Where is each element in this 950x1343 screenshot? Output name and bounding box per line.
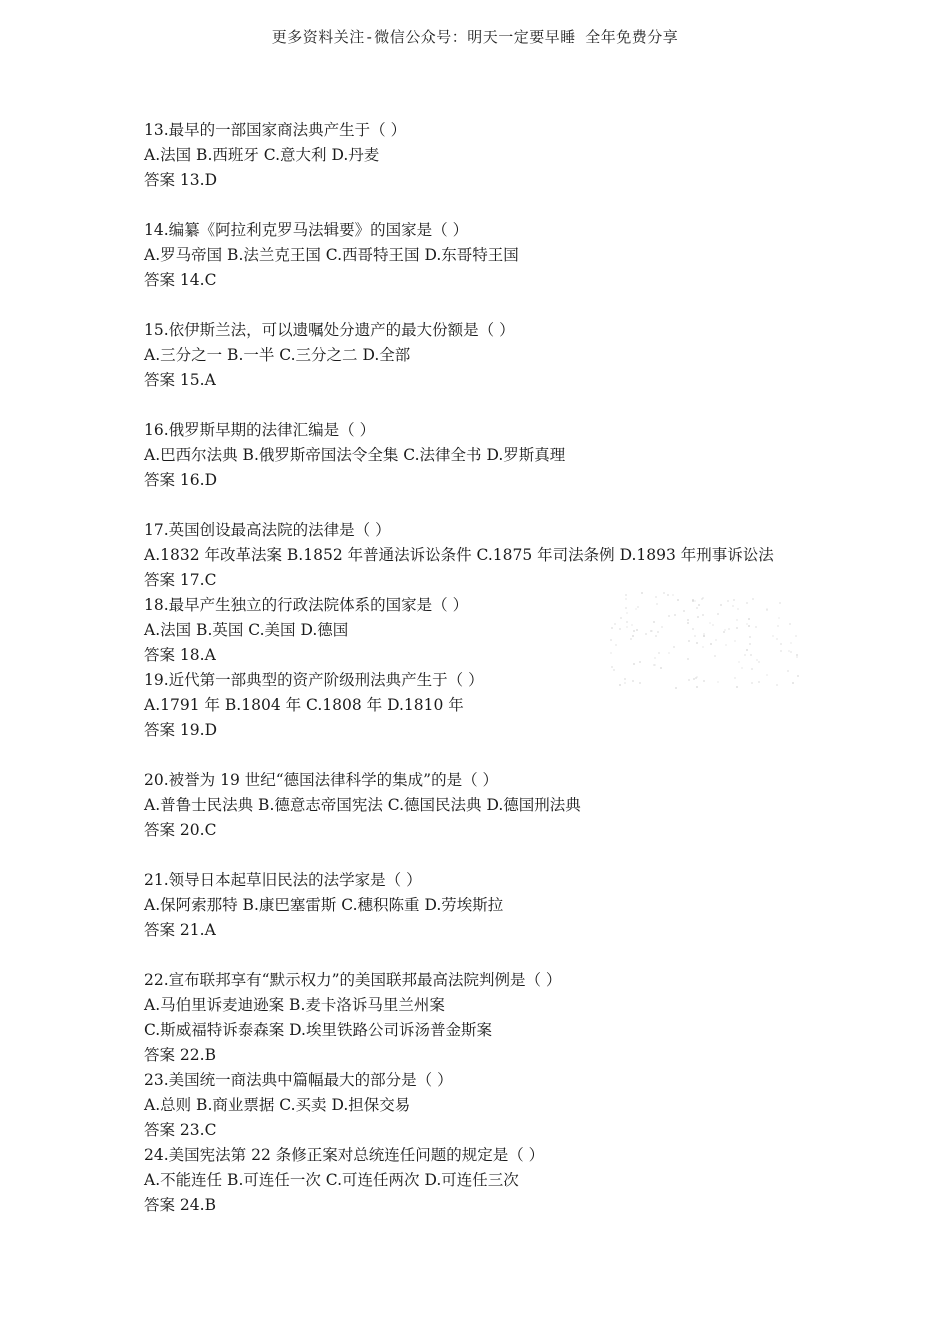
- answer-text: 答案 16.D: [144, 471, 218, 489]
- question-options: A.保阿索那特 B.康巴塞雷斯 C.穗积陈重 D.劳埃斯拉: [144, 896, 504, 914]
- question-text: 20.被誉为 19 世纪“德国法律科学的集成”的是（ ）: [144, 771, 499, 789]
- question-block: [144, 318, 844, 393]
- question-block: [144, 968, 844, 1068]
- answer-text: 答案 17.C: [144, 571, 217, 589]
- question-text: 13.最早的一部国家商法典产生于（ ）: [144, 121, 407, 139]
- answer-text: 答案 13.D: [144, 171, 218, 189]
- question-text: 24.美国宪法第 22 条修正案对总统连任问题的规定是（ ）: [144, 1146, 545, 1164]
- question-text: 18.最早产生独立的行政法院体系的国家是（ ）: [144, 596, 469, 614]
- question-options: A.罗马帝国 B.法兰克王国 C.西哥特王国 D.东哥特王国: [144, 246, 519, 264]
- question-block: [144, 218, 844, 293]
- question-options: A.不能连任 B.可连任一次 C.可连任两次 D.可连任三次: [144, 1171, 519, 1189]
- question-text: 15.依伊斯兰法，可以遗嘱处分遗产的最大份额是（ ）: [144, 321, 515, 339]
- question-spacer: [144, 943, 844, 968]
- answer-text: 答案 19.D: [144, 721, 218, 739]
- question-text: 22.宣布联邦享有“默示权力”的美国联邦最高法院判例是（ ）: [144, 971, 562, 989]
- question-block: [144, 668, 844, 743]
- question-options: A.马伯里诉麦迪逊案 B.麦卡洛诉马里兰州案: [144, 996, 445, 1014]
- question-spacer: [144, 393, 844, 418]
- question-options: A.巴西尔法典 B.俄罗斯帝国法令全集 C.法律全书 D.罗斯真理: [144, 446, 566, 464]
- answer-text: 答案 15.A: [144, 371, 216, 389]
- answer-text: 答案 14.C: [144, 271, 217, 289]
- answer-text: 答案 23.C: [144, 1121, 217, 1139]
- question-block: [144, 593, 844, 668]
- question-text: 17.英国创设最高法院的法律是（ ）: [144, 521, 391, 539]
- question-options: A.普鲁士民法典 B.德意志帝国宪法 C.德国民法典 D.德国刑法典: [144, 796, 581, 814]
- question-block: [144, 1068, 844, 1143]
- question-block: [144, 418, 844, 493]
- question-block: [144, 118, 844, 193]
- answer-text: 答案 20.C: [144, 821, 217, 839]
- question-options: A.法国 B.英国 C.美国 D.德国: [144, 621, 349, 639]
- question-options: A.总则 B.商业票据 C.买卖 D.担保交易: [144, 1096, 411, 1114]
- answer-text: 答案 24.B: [144, 1196, 216, 1214]
- question-options: A.1791 年 B.1804 年 C.1808 年 D.1810 年: [144, 696, 464, 714]
- question-block: [144, 868, 844, 943]
- question-text: 16.俄罗斯早期的法律汇编是（ ）: [144, 421, 376, 439]
- page-header: 更多资料关注-微信公众号：明天一定要早睡 全年免费分享: [271, 28, 679, 46]
- question-block: [144, 518, 844, 593]
- question-text: 23.美国统一商法典中篇幅最大的部分是（ ）: [144, 1071, 453, 1089]
- question-text: 21.领导日本起草旧民法的法学家是（ ）: [144, 871, 422, 889]
- question-block: [144, 1143, 844, 1218]
- question-options: A.1832 年改革法案 B.1852 年普通法诉讼条件 C.1875 年司法条例 D.1893 年刑事诉讼法: [144, 546, 774, 564]
- question-spacer: [144, 843, 844, 868]
- question-text: 14.编纂《阿拉利克罗马法辑要》的国家是（ ）: [144, 221, 469, 239]
- question-spacer: [144, 293, 844, 318]
- answer-text: 答案 22.B: [144, 1046, 216, 1064]
- question-options: C.斯威福特诉泰森案 D.埃里铁路公司诉汤普金斯案: [144, 1021, 492, 1039]
- question-block: [144, 768, 844, 843]
- question-spacer: [144, 743, 844, 768]
- answer-text: 答案 21.A: [144, 921, 216, 939]
- question-options: A.三分之一 B.一半 C.三分之二 D.全部: [144, 346, 411, 364]
- question-options: A.法国 B.西班牙 C.意大利 D.丹麦: [144, 146, 380, 164]
- question-text: 19.近代第一部典型的资产阶级刑法典产生于（ ）: [144, 671, 484, 689]
- question-spacer: [144, 193, 844, 218]
- answer-text: 答案 18.A: [144, 646, 216, 664]
- question-spacer: [144, 493, 844, 518]
- question-list: [144, 118, 844, 1218]
